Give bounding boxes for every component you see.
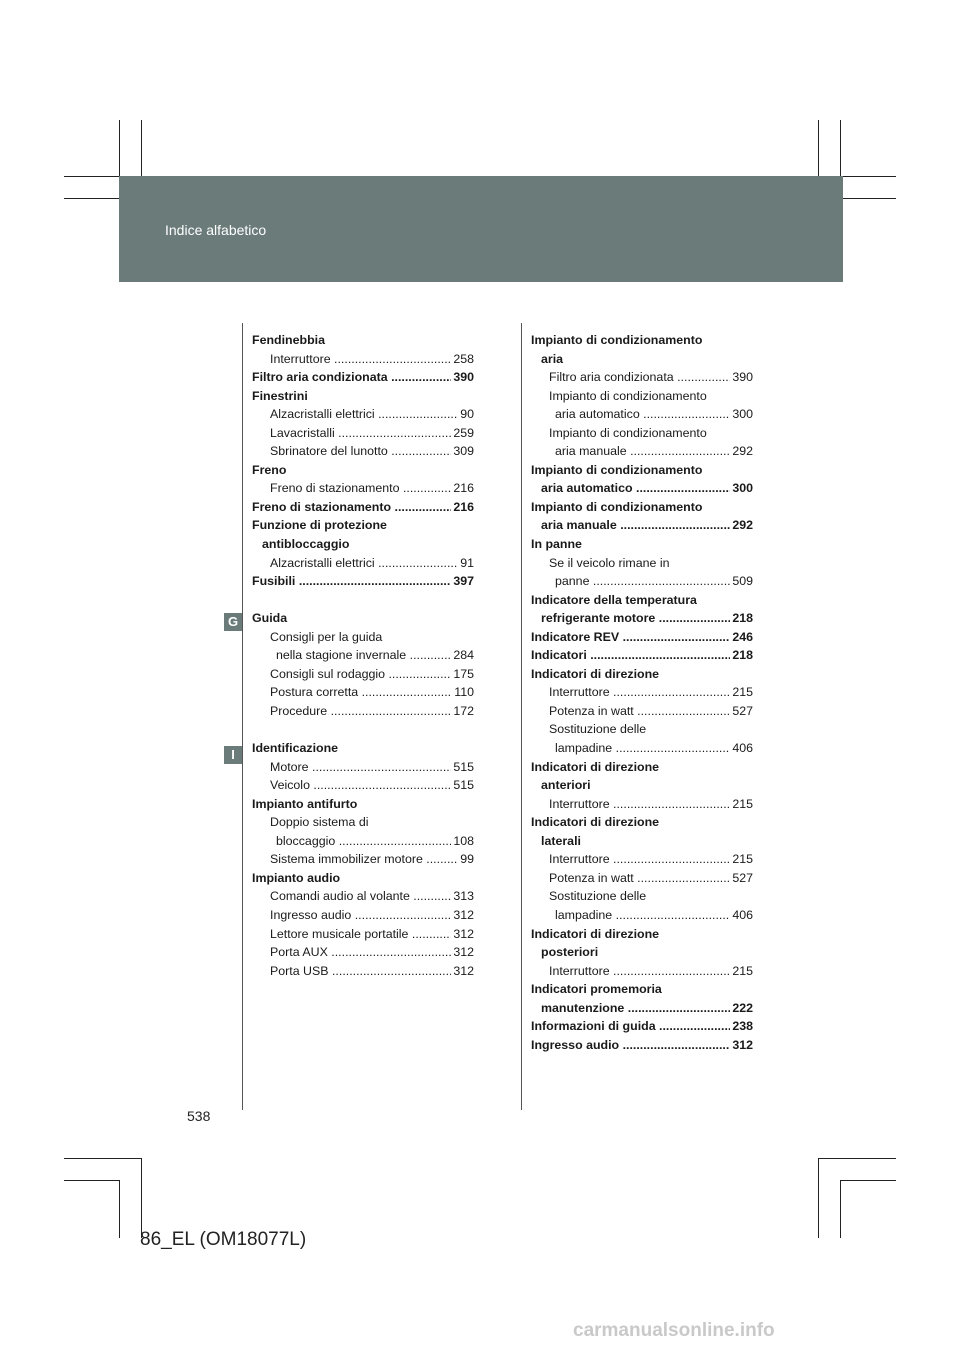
header-title: Indice alfabetico (165, 222, 267, 238)
index-entry: manutenzione ..... 222 (531, 999, 753, 1018)
document-code: 86_EL (OM18077L) (140, 1229, 307, 1250)
index-entry: Informazioni di guida ..... 238 (531, 1017, 753, 1036)
index-entry: aria automatico ..... 300 (531, 479, 753, 498)
index-heading: Indicatore della temperatura (531, 592, 697, 607)
index-entry: Sostituzione delle (549, 889, 647, 904)
crop-mark (64, 1180, 120, 1181)
index-entry: Alzacristalli elettrici ..... 91 (252, 554, 474, 573)
watermark: carmanualsonline.info (573, 1320, 775, 1341)
index-entry: Interruttore ..... 215 (531, 795, 753, 814)
index-entry: aria manuale ..... 292 (531, 516, 753, 535)
index-entry: Postura corretta ..... 110 (252, 683, 474, 702)
index-heading: Funzione di protezione (252, 518, 387, 533)
index-column-left (252, 331, 474, 980)
index-entry: Ingresso audio ..... 312 (531, 1036, 753, 1055)
index-entry: Impianto di condizionamento (549, 388, 707, 403)
index-entry: Consigli sul rodaggio ..... 175 (252, 665, 474, 684)
index-heading: Impianto antifurto (252, 796, 358, 811)
crop-mark (64, 1158, 142, 1159)
index-entry: aria manuale ..... 292 (531, 442, 753, 461)
crop-mark (840, 1180, 896, 1181)
index-entry: Motore ..... 515 (252, 758, 474, 777)
index-heading: Indicatori di direzione (531, 666, 660, 681)
index-heading-cont: anteriori (541, 778, 591, 793)
index-heading: Impianto di condizionamento (531, 333, 703, 347)
index-entry: Consigli per la guida (270, 629, 383, 644)
page-number: 538 (187, 1108, 211, 1124)
index-entry: Potenza in watt ..... 527 (531, 869, 753, 888)
index-entry: Lettore musicale portatile ..... 312 (252, 925, 474, 944)
index-entry: Procedure ..... 172 (252, 702, 474, 721)
index-entry: Interruttore ..... 215 (531, 962, 753, 981)
index-heading: Finestrini (252, 388, 308, 403)
index-entry: Potenza in watt ..... 527 (531, 702, 753, 721)
index-entry: Impianto di condizionamento (549, 425, 707, 440)
index-entry: Comandi audio al volante ..... 313 (252, 887, 474, 906)
index-entry: aria automatico ..... 300 (531, 405, 753, 424)
index-heading: Freno (252, 462, 287, 477)
index-heading-cont: posteriori (541, 945, 599, 960)
index-column-right (531, 331, 753, 1054)
column-rule-right (521, 323, 522, 1110)
index-entry: Indicatori ..... 218 (531, 646, 753, 665)
index-heading: Indicatori promemoria (531, 982, 662, 997)
index-heading-cont: antibloccaggio (262, 537, 350, 552)
index-entry: refrigerante motore ..... 218 (531, 609, 753, 628)
index-entry: lampadine ..... 406 (531, 906, 753, 925)
index-heading: Indicatori di direzione (531, 759, 660, 774)
index-entry: Alzacristalli elettrici ..... 90 (252, 405, 474, 424)
index-entry: lampadine ..... 406 (531, 739, 753, 758)
section-tab-i: I (224, 746, 242, 764)
crop-mark (840, 1180, 841, 1238)
index-heading: Identificazione (252, 741, 339, 756)
index-heading-cont: laterali (541, 833, 581, 848)
index-heading: In panne (531, 537, 582, 552)
index-heading: Guida (252, 611, 288, 626)
index-heading: Impianto di condizionamento (531, 462, 703, 477)
index-heading: Fendinebbia (252, 333, 325, 347)
index-entry: Doppio sistema di (270, 815, 369, 830)
section-tab-g: G (224, 613, 242, 631)
index-entry: nella stagione invernale ..... 284 (252, 646, 474, 665)
index-entry: Porta AUX ..... 312 (252, 943, 474, 962)
column-rule-left (242, 323, 243, 1110)
index-entry: Sistema immobilizer motore ..... 99 (252, 850, 474, 869)
crop-mark (64, 198, 120, 199)
index-entry: Filtro aria condizionata ..... 390 (531, 368, 753, 387)
crop-mark (818, 1158, 819, 1238)
index-heading-cont: aria (541, 351, 564, 366)
crop-mark (141, 1158, 142, 1238)
index-entry: Veicolo ..... 515 (252, 776, 474, 795)
index-entry: Freno di stazionamento ..... 216 (252, 479, 474, 498)
crop-mark (818, 1158, 896, 1159)
crop-mark (119, 1180, 120, 1238)
index-entry: Lavacristalli ..... 259 (252, 424, 474, 443)
index-entry: Interruttore ..... 258 (252, 350, 474, 369)
index-entry: Freno di stazionamento ..... 216 (252, 498, 474, 517)
crop-mark (840, 198, 896, 199)
index-entry: Interruttore ..... 215 (531, 683, 753, 702)
index-entry: bloccaggio ..... 108 (252, 832, 474, 851)
index-heading: Impianto audio (252, 870, 341, 885)
index-entry: Porta USB ..... 312 (252, 962, 474, 981)
index-entry: panne ..... 509 (531, 572, 753, 591)
index-entry: Sbrinatore del lunotto ..... 309 (252, 442, 474, 461)
index-entry: Interruttore ..... 215 (531, 850, 753, 869)
index-entry: Sostituzione delle (549, 722, 647, 737)
index-entry: Indicatore REV ..... 246 (531, 628, 753, 647)
index-entry: Se il veicolo rimane in (549, 555, 670, 570)
index-heading: Impianto di condizionamento (531, 499, 703, 514)
index-entry: Filtro aria condizionata ..... 390 (252, 368, 474, 387)
index-heading: Indicatori di direzione (531, 815, 660, 830)
index-entry: Fusibili ..... 397 (252, 572, 474, 591)
index-heading: Indicatori di direzione (531, 926, 660, 941)
index-entry: Ingresso audio ..... 312 (252, 906, 474, 925)
